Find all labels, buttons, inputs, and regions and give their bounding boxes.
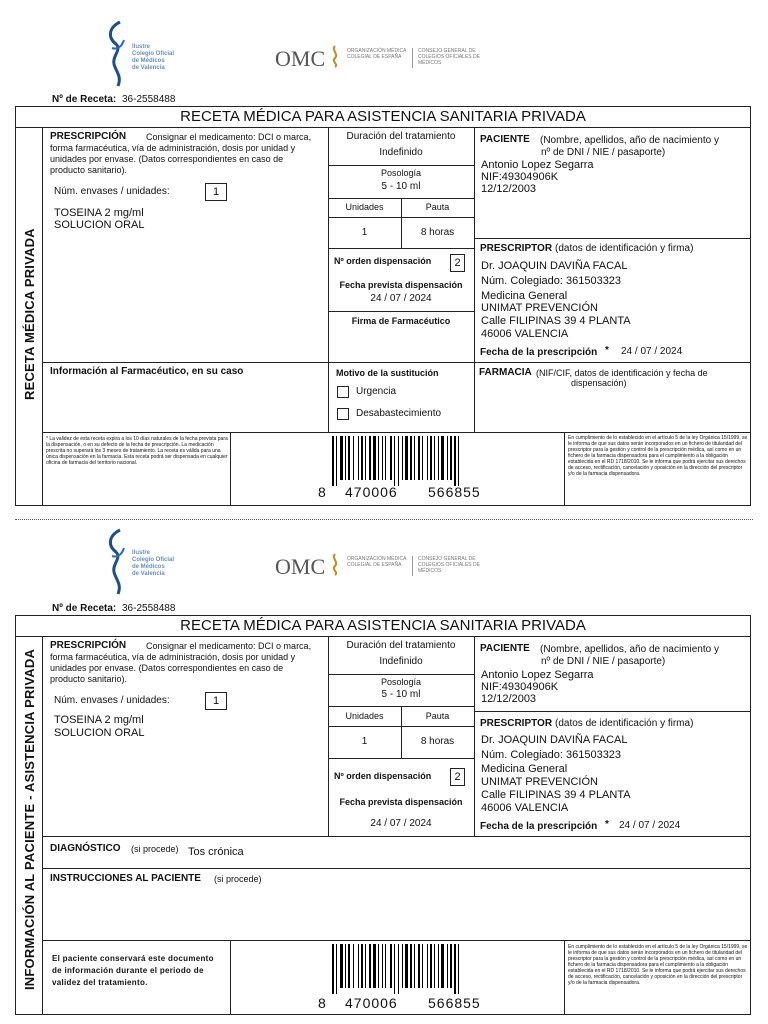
- paciente-label: PACIENTE: [480, 134, 530, 145]
- barcode-bar: [418, 944, 420, 988]
- org-text-2: CONSEJO GENERAL DE COLEGIOS OFICIALES DE MÉDICOS: [418, 48, 480, 66]
- barcode-bar: [385, 436, 386, 480]
- barcode-bar: [434, 944, 435, 988]
- barcode-bar: [398, 944, 399, 994]
- barcode-bar: [390, 944, 392, 988]
- barcode-bar: [365, 944, 366, 988]
- barcode-bar: [353, 944, 354, 988]
- fecha-prevista-value: 24 / 07 / 2024: [370, 293, 432, 304]
- barcode-bar: [373, 944, 376, 988]
- barcode-bar: [410, 436, 412, 480]
- barcode-bar: [454, 944, 456, 994]
- barcode-bar: [427, 436, 428, 480]
- barcode-bar: [450, 436, 452, 480]
- side-label: RECETA MÉDICA PRIVADA: [22, 228, 37, 400]
- barcode-bar: [441, 436, 444, 480]
- envases-field[interactable]: 1: [205, 183, 227, 201]
- barcode-bar: [340, 944, 343, 988]
- barcode-bar: [365, 436, 366, 480]
- barcode-bar: [348, 436, 350, 480]
- duracion-value: Indefinido: [379, 147, 423, 158]
- barcode-bar: [458, 944, 459, 994]
- page-title: RECETA MÉDICA PARA ASISTENCIA SANITARIA PRIVADA: [180, 108, 586, 125]
- barcode-bar: [414, 436, 415, 480]
- urgencia-checkbox[interactable]: [337, 386, 349, 398]
- barcode-bar: [345, 436, 346, 480]
- barcode-bar: [378, 944, 379, 988]
- desabastecimiento-checkbox[interactable]: [337, 408, 349, 420]
- barcode-bar: [438, 944, 439, 988]
- envases-field[interactable]: 1: [205, 692, 227, 710]
- fecha-prescripcion: 24 / 07 / 2024: [621, 346, 683, 357]
- posologia-value: 5 - 10 ml: [381, 181, 421, 192]
- barcode-bar: [405, 944, 408, 988]
- barcode-bar: [382, 944, 383, 988]
- prescriptor-name: Dr. JOAQUIN DAVIÑA FACAL: [481, 260, 628, 272]
- barcode-bar: [361, 944, 363, 988]
- orden-field[interactable]: 2: [450, 254, 465, 272]
- omc-emblem-icon: [329, 44, 341, 68]
- barcode-bar: [422, 436, 423, 480]
- barcode-bar: [340, 436, 343, 480]
- barcode-bar: [410, 944, 412, 988]
- barcode-bar: [405, 436, 408, 480]
- barcode-bar: [353, 436, 354, 480]
- barcode-bar: [373, 436, 376, 480]
- orden-field[interactable]: 2: [450, 768, 465, 786]
- barcode-bar: [434, 436, 435, 480]
- barcode-bar: [430, 436, 432, 480]
- barcode-bar: [332, 944, 334, 994]
- barcode-bar: [422, 944, 423, 988]
- info-farmaceutico: Información al Farmacéutico, en su caso: [50, 366, 244, 377]
- barcode-bar: [430, 944, 432, 988]
- barcode-bar: [450, 944, 452, 988]
- patient-nif: NIF:49304906K: [481, 171, 559, 183]
- barcode-bar: [402, 944, 403, 988]
- barcode-bar: [332, 436, 334, 486]
- unidades-value: 1: [361, 227, 368, 238]
- cut-line: [15, 519, 753, 520]
- side-label: INFORMACIÓN AL PACIENTE - ASISTENCIA PRIVADA: [22, 648, 37, 990]
- barcode-bar: [418, 436, 420, 480]
- college-emblem-icon: [102, 18, 132, 90]
- medication-form: SOLUCION ORAL: [54, 219, 145, 231]
- envases-label: Núm. envases / unidades:: [54, 186, 170, 197]
- firma-farmaceutico: Firma de Farmacéutico: [351, 316, 451, 326]
- medication-name: TOSEINA 2 mg/ml: [54, 207, 144, 219]
- validez-note: * La validez de esta receta expira a los 10 días naturales de la fecha prevista para la dispensación, o en su defecto de la fecha de prescripción. La medicación prescrita no superará los 3 meses de tratamiento. La receta es válida para una única dispensación en la farmacia. Esta receta podrá ser dispensada en cualquier oficina de farmacia del territorio nacional.: [46, 436, 228, 466]
- legal-note: En cumplimiento de lo establecido en el artículo 5 de la ley Orgánica 15/1999, se le informa de que sus datos serán incorporados en un fichero de titularidad del prescriptor para la gestión y control de la prescripción médica, así como en un fichero de la farmacia dispensadora para el cumplimiento a la obligación establecida en el RD 1718/2010. Se le informa que podrá ejercitar sus derechos de acceso, rectificación, cancelación y oposición en la dirección del prescriptor y/o de la farmacia dispensadora.: [568, 435, 748, 477]
- instrucciones-label: INSTRUCCIONES AL PACIENTE: [50, 873, 201, 884]
- barcode-bar: [441, 944, 444, 988]
- college-emblem-icon: [102, 526, 132, 596]
- barcode-bar: [454, 436, 456, 486]
- receta-number: 36-2558488: [122, 94, 176, 105]
- barcode-bar: [414, 944, 415, 988]
- barcode-bar: [447, 944, 448, 988]
- omc-logo: OMC: [275, 554, 326, 579]
- barcode-bar: [369, 436, 371, 480]
- legal-note: En cumplimiento de lo establecido en el artículo 5 de la ley Orgánica 15/1999, se le informa de que sus datos serán incorporados en un fichero de titularidad del prescriptor para la gestión y control de la prescripción médica, así como en un fichero de la farmacia dispensadora para el cumplimiento a la obligación establecida en el RD 1718/2010. Se le informa que podrá ejercitar sus derechos de acceso, rectificación, cancelación y oposición en la dirección del prescriptor y/o de la farmacia dispensadora.: [568, 944, 748, 986]
- college-name: Ilustre Colegio Oficial de Médicos de Valencia: [132, 44, 175, 71]
- omc-emblem-icon: [329, 552, 341, 576]
- barcode-bar: [348, 944, 350, 988]
- barcode: [328, 436, 496, 486]
- diagnostico-value: Tos crónica: [188, 846, 244, 858]
- barcode-bar: [427, 944, 428, 988]
- barcode-bar: [378, 436, 379, 480]
- barcode-bar: [394, 944, 395, 994]
- barcode-bar: [390, 436, 392, 480]
- patient-birth: 12/12/2003: [481, 183, 537, 195]
- barcode-bar: [458, 436, 459, 486]
- prescriptor-label: PRESCRIPTOR: [480, 243, 553, 254]
- diagnostico-label: DIAGNÓSTICO: [50, 843, 121, 854]
- patient-name: Antonio Lopez Segarra: [481, 159, 594, 171]
- barcode-bar: [398, 436, 399, 486]
- barcode-bar: [336, 436, 337, 486]
- barcode-bar: [438, 436, 439, 480]
- barcode-bar: [382, 436, 383, 480]
- barcode-bar: [358, 944, 359, 988]
- barcode-bar: [336, 944, 337, 994]
- barcode-bar: [402, 436, 403, 480]
- barcode-bar: [385, 944, 386, 988]
- omc-logo: OMC: [275, 46, 326, 71]
- college-name: Ilustre Colegio Oficial de Médicos de Valencia: [132, 550, 175, 577]
- paciente-conservara: El paciente conservará este documento de información durante el periodo de validez del tratamiento.: [52, 954, 214, 987]
- pauta-value: 8 horas: [420, 227, 455, 238]
- receta-label: Nº de Receta:: [52, 94, 117, 105]
- prescripcion-label: PRESCRIPCIÓN: [50, 131, 127, 142]
- barcode-bar: [358, 436, 359, 480]
- barcode-bar: [361, 436, 363, 480]
- org-text-1: ORGANIZACIÓN MÉDICA COLEGIAL DE ESPAÑA: [347, 48, 407, 60]
- barcode-bar: [394, 436, 395, 486]
- farmacia-label: FARMACIA: [479, 367, 532, 378]
- barcode-bar: [345, 944, 346, 988]
- barcode-bar: [369, 944, 371, 988]
- barcode-bar: [447, 436, 448, 480]
- barcode: [328, 944, 496, 994]
